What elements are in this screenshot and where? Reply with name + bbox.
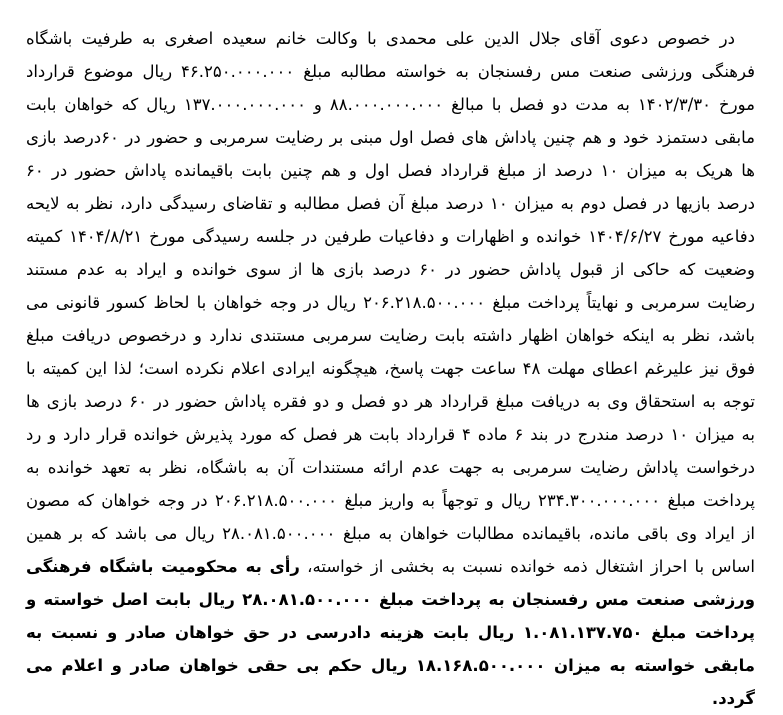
ruling-paragraph	[26, 22, 755, 715]
ruling-verdict-text: رأی به محکومیت باشگاه فرهنگی ورزشی صنعت مس رفسنجان به پرداخت مبلغ ۲۸.۰۸۱.۵۰۰.۰۰۰ ریال بابت اصل خواسته و پرداخت مبلغ ۱.۰۸۱.۱۳۷.۷۵۰ ریال بابت هزینه دادرسی در حق خواهان صادر و نسبت به مابقی خواسته به میزان ۱۸.۱۶۸.۵۰۰.۰۰۰ ریال حکم بی حقی خواهان صادر و اعلام می گردد.	[26, 557, 755, 708]
ruling-body-text: در خصوص دعوی آقای جلال الدین علی محمدی با وکالت خانم سعیده اصغری به طرفیت باشگاه فرهنگی ورزشی صنعت مس رفسنجان به خواسته مطالبه مبلغ ۴۶.۲۵۰.۰۰۰.۰۰۰ ریال موضوع قرارداد مورخ ۱۴۰۲/۳/۳۰ به مدت دو فصل با مبالغ ۸۸.۰۰۰.۰۰۰.۰۰۰ و ۱۳۷.۰۰۰.۰۰۰.۰۰۰ ریال که خواهان بابت مابقی دستمزد خود و هم چنین پاداش های فصل اول مبنی بر رضایت سرمربی و حضور در ۶۰درصد بازی ها هریک به میزان ۱۰ درصد از مبلغ قرارداد فصل اول و هم چنین بابت باقیمانده پاداش حضور در ۶۰ درصد بازیها در فصل دوم به میزان ۱۰ درصد مبلغ آن فصل مطالبه و تقاضای رسیدگی دارد، نظر به لایحه دفاعیه مورخ ۱۴۰۴/۶/۲۷ خوانده و اظهارات و دفاعیات طرفین در جلسه رسیدگی مورخ ۱۴۰۴/۸/۲۱ کمیته وضعیت که حاکی از قبول پاداش حضور در ۶۰ درصد بازی ها از سوی خوانده و ایراد به عدم مستند رضایت سرمربی و نهایتاً پرداخت مبلغ ۲۰۶.۲۱۸.۵۰۰.۰۰۰ ریال در وجه خواهان با لحاظ کسور قانونی می باشد، نظر به اینکه خواهان اظهار داشته بابت رضایت سرمربی مستندی ندارد و درخصوص دریافت مبلغ فوق نیز علیرغم اعطای مهلت ۴۸ ساعت جهت پاسخ، هیچگونه ایرادی اعلام نکرده است؛ لذا این کمیته با توجه به استحقاق وی به دریافت مبلغ قرارداد هر دو فصل و دو فقره پاداش حضور در ۶۰ درصد بازی ها به میزان ۱۰ درصد مندرج در بند ۶ ماده ۴ قرارداد بابت هر فصل که مورد پذیرش خوانده قرار دارد و رد درخواست پاداش رضایت سرمربی به جهت عدم ارائه مستندات آن به باشگاه، نظر به تعهد خوانده به پرداخت مبلغ ۲۳۴.۳۰۰.۰۰۰.۰۰۰ ریال و توجهاً به واریز مبلغ ۲۰۶.۲۱۸.۵۰۰.۰۰۰ در وجه خواهان که مصون از ایراد وی باقی مانده، باقیمانده مطالبات خواهان به مبلغ ۲۸.۰۸۱.۵۰۰.۰۰۰ ریال می باشد که بر همین اساس با احراز اشتغال ذمه خوانده نسبت به بخشی از خواسته،	[26, 29, 756, 576]
